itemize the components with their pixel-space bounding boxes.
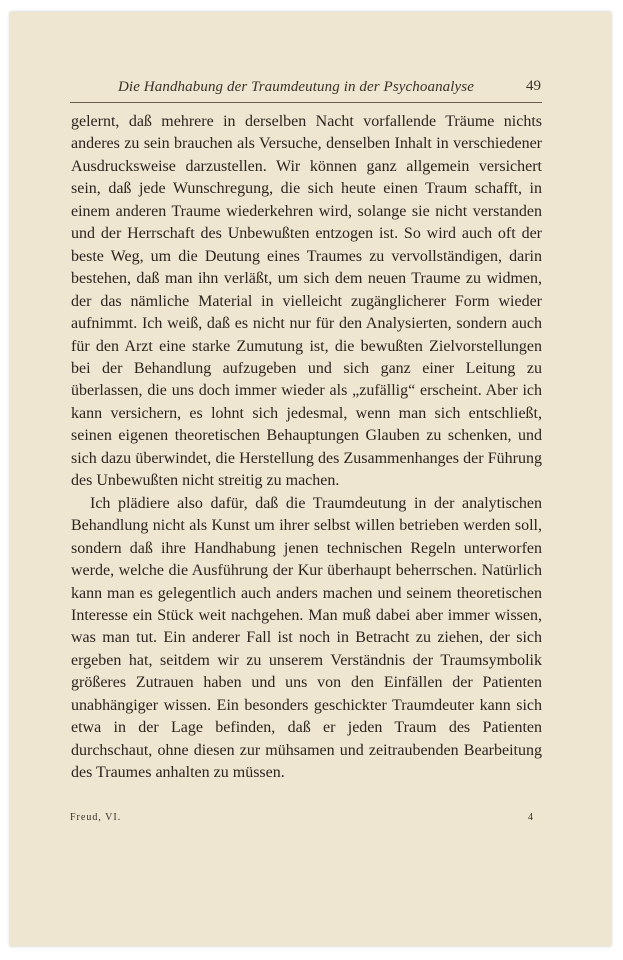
header-rule — [70, 102, 542, 103]
running-title: Die Handhabung der Traumdeutung in der Psychoanalyse — [118, 79, 474, 95]
body-text — [71, 111, 542, 785]
book-page — [10, 12, 611, 946]
sheet-number: 4 — [528, 812, 533, 823]
page-number: 49 — [526, 78, 541, 94]
paragraph-2: Ich plädiere also dafür, daß die Traumdeutung in der analytischen Behandlung nicht als Kunst um ihrer selbst willen betrieben werden soll, sondern daß ihre Handhabung jenen technischen Regeln unterworfen werde, welche die Ausführung der Kur überhaupt beherrschen. Natürlich kann man es gelegentlich auch anders machen und seinem theoretischen Interesse ein Stück weit nachgehen. Man muß dabei aber immer wissen, was man tut. Ein anderer Fall ist noch in Betracht zu ziehen, der sich ergeben hat, seitdem wir zu unserem Verständnis der Traumsymbolik größeres Zutrauen haben und uns von den Einfällen der Patienten unabhängiger wissen. Ein besonders geschickter Traumdeuter kann sich etwa in der Lage befinden, daß er jeden Traum des Patienten durchschaut, ohne diesen zur mühsamen und zeitraubenden Bearbeitung des Traumes anhalten zu müssen. — [71, 494, 542, 782]
paragraph-1: gelernt, daß mehrere in derselben Nacht vorfallende Träume nichts anderes zu sein brauchen als Versuche, denselben Inhalt in verschiedener Ausdrucksweise darzustellen. Wir können ganz allgemein versichert sein, daß jede Wunschregung, die sich heute einen Traum schafft, in einem anderen Traume wiederkehren wird, solange sie nicht verstanden und der Herrschaft des Unbewußten entzogen ist. So wird auch oft der beste Weg, um die Deutung eines Traumes zu vervollständigen, darin bestehen, daß man ihn verläßt, um sich dem neuen Traume zu widmen, der das nämliche Material in vielleicht zugänglicherer Form wieder aufnimmt. Ich weiß, daß es nicht nur für den Analysierten, sondern auch für den Arzt eine starke Zumutung ist, die bewußten Zielvorstellungen bei der Behandlung aufzugeben und sich ganz einer Leitung zu überlassen, die uns doch immer wieder als „zufällig“ erscheint. Aber ich kann versichern, es lohnt sich jedesmal, wenn man sich entschließt, seinen eigenen theoretischen Behauptungen Glauben zu schenken, und sich dazu überwindet, die Herstellung des Zusammenhanges der Führung des Unbewußten nicht streitig zu machen. — [71, 113, 542, 490]
signature-mark: Freud, VI. — [70, 812, 122, 823]
